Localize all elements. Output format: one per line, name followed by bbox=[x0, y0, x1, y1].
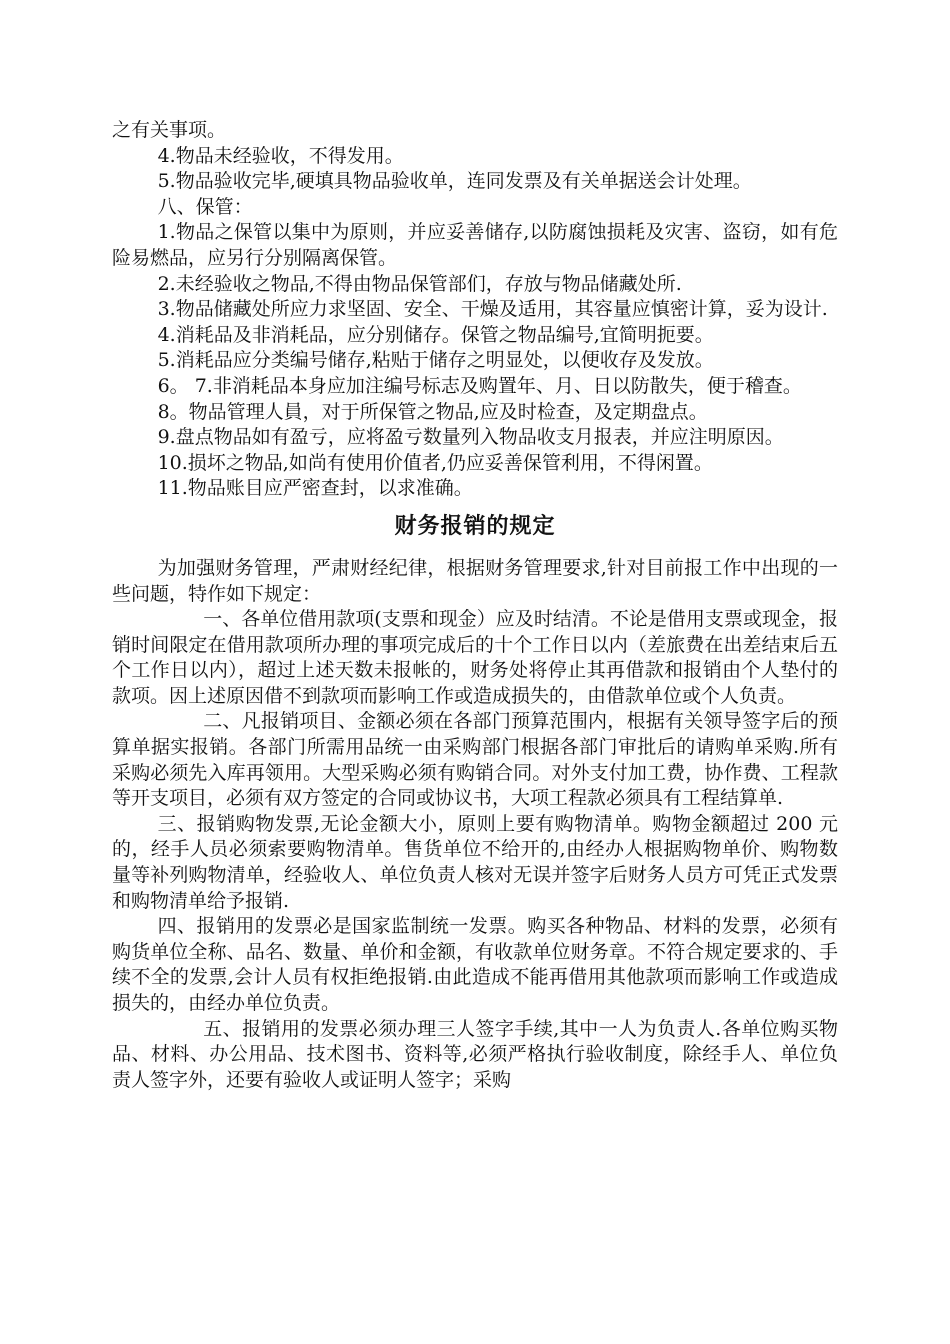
document-page bbox=[112, 118, 838, 1093]
rule-paragraph-1: 一、各单位借用款项(支票和现金）应及时结清。不论是借用支票或现金，报销时间限定在借用款项所办理的事项完成后的十个工作日以内（差旅费在出差结束后五个工作日以内），超过上述天数未报帐的，财务处将停止其再借款和报销由个人垫付的款项。因上述原因借不到款项而影响工作或造成损失的，由借款单位或个人负责。 bbox=[112, 608, 838, 707]
storage-item: 6。 7.非消耗品本身应加注编号标志及购置年、月、日以防散失，便于稽查。 bbox=[157, 374, 802, 397]
storage-item: 4.消耗品及非消耗品，应分别储存。保管之物品编号,宜简明扼要。 bbox=[157, 323, 714, 346]
acceptance-item-4: 4.物品未经验收，不得发用。 bbox=[157, 144, 404, 167]
intro-paragraph: 为加强财务管理，严肃财经纪律，根据财务管理要求,针对目前报工作中出现的一些问题，特作如下规定： bbox=[112, 556, 838, 605]
rule-paragraph-4: 四、报销用的发票必是国家监制统一发票。购买各种物品、材料的发票，必须有购货单位全称、品名、数量、单价和金额，有收款单位财务章。不符合规定要求的、手续不全的发票,会计人员有权拒绝报销.由此造成不能再借用其他款项而影响工作或造成损失的，由经办单位负责。 bbox=[112, 915, 838, 1014]
rule-paragraph-2: 二、凡报销项目、金额必须在各部门预算范围内，根据有关领导签字后的预算单据实报销。各部门所需用品统一由采购部门根据各部门审批后的请购单采购.所有采购必须先入库再领用。大型采购必须有购销合同。对外支付加工费，协作费、工程款等开支项目，必须有双方签定的合同或协议书，大项工程款必须具有工程结算单. bbox=[112, 710, 838, 810]
storage-item: 5.消耗品应分类编号储存,粘贴于储存之明显处，以便收存及发放。 bbox=[157, 349, 714, 372]
storage-item: 2.未经验收之物品,不得由物品保管部们，存放与物品储藏处所. bbox=[157, 272, 682, 295]
acceptance-item-5: 5.物品验收完毕,硬填具物品验收单，连同发票及有关单据送会计处理。 bbox=[157, 170, 752, 193]
storage-item: 8。物品管理人員，对于所保管之物品,应及时检查，及定期盘点。 bbox=[157, 400, 708, 423]
storage-item: 10.损坏之物品,如尚有使用价值者,仍应妥善保管利用，不得闲置。 bbox=[157, 451, 713, 474]
storage-item: 11.物品账目应严密查封，以求准确。 bbox=[157, 477, 473, 500]
storage-heading: 八、保管： bbox=[157, 195, 253, 218]
section-title: 财务报销的规定 bbox=[394, 513, 556, 539]
rule-paragraph-5: 五、报销用的发票必须办理三人签字手续,其中一人为负责人.各单位购买物品、材料、办公用品、技术图书、资料等,必须严格执行验收制度，除经手人、单位负责人签字外，还要有验收人或证明人签字；采购 bbox=[112, 1017, 838, 1091]
rule-paragraph-3: 三、报销购物发票,无论金额大小，原则上要有购物清单。购物金额超过 200 元的，经手人员必须索要购物清单。售货单位不给开的,由经办人根据购物单价、购物数量等补列购物清单，经验收人、单位负责人核对无误并签字后财务人员方可凭正式发票和购物清单给予报销. bbox=[112, 812, 838, 912]
storage-item: 3.物品储藏处所应力求坚固、安全、干燥及适用，其容量应慎密计算，妥为设计. bbox=[157, 298, 828, 321]
storage-item: 9.盘点物品如有盈亏，应将盈亏数量列入物品收支月报表，并应注明原因。 bbox=[157, 426, 784, 449]
continuation-text: 之有关事项。 bbox=[112, 119, 227, 141]
storage-item: 1.物品之保管以集中为原则，并应妥善储存,以防腐蚀损耗及灾害、盗窃，如有危险易燃品，应另行分别隔离保管。 bbox=[112, 221, 838, 269]
